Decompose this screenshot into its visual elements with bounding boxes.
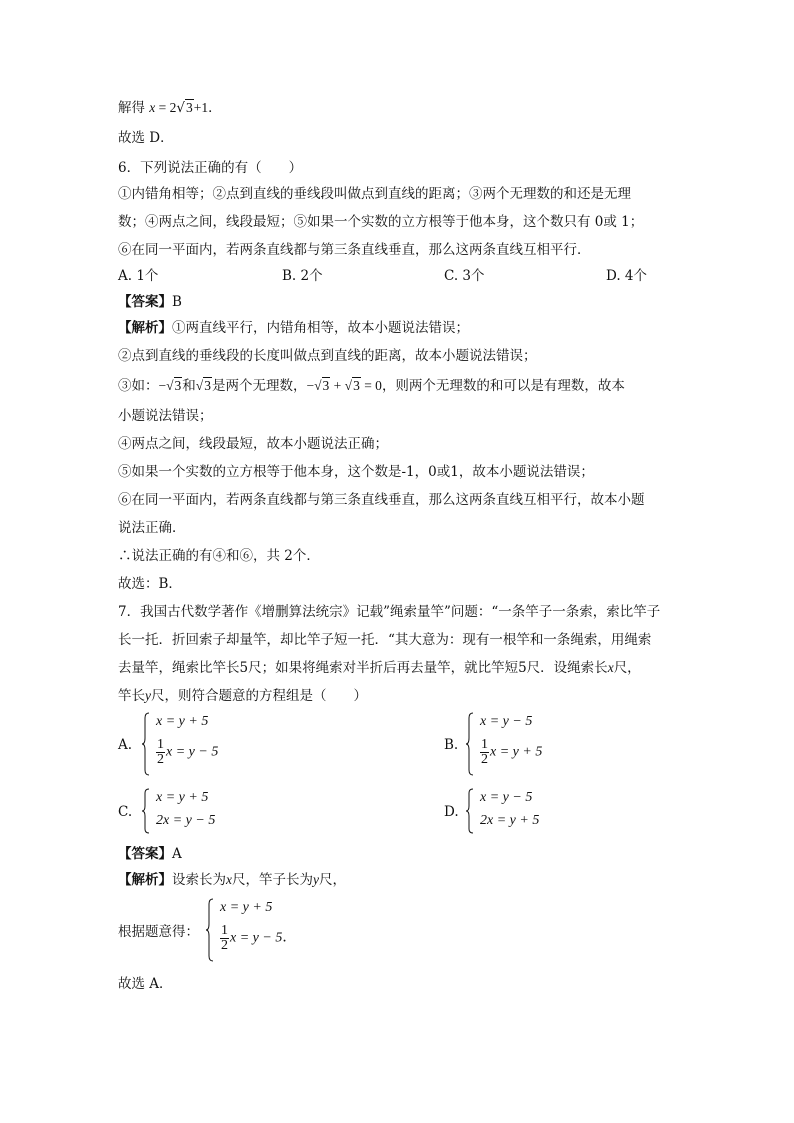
- brace-icon: [206, 898, 214, 962]
- fraction-half: $\frac{1}{2}$: [221, 923, 228, 953]
- fraction-half: $\frac{1}{2}$: [157, 737, 164, 767]
- q7-choose: 故选 A．: [118, 976, 173, 992]
- q7-line3-text: 去量竿，绳索比竿长5尺；如果将绳索对半折后再去量竿，就比竿短5尺．设绳索长: [118, 660, 608, 676]
- analysis3-c: 是两个无理数，: [211, 378, 307, 394]
- analysis-a: 设索长为: [172, 872, 226, 888]
- q6-line1: ①内错角相等；②点到直线的垂线段叫做点到直线的距离；③两个无理数的和还是无理: [118, 186, 631, 202]
- var-x: x: [149, 100, 156, 115]
- q6-answer: [118, 292, 182, 312]
- analysis-c: 尺，: [319, 872, 346, 888]
- q7-line4: [118, 686, 367, 706]
- analysis-b: 尺，竿子长为: [232, 872, 313, 888]
- eq-line2: $\frac{1}{2}$ x = y − 5．: [221, 923, 297, 953]
- eq-line1: x = y + 5: [156, 790, 209, 805]
- q6-analysis6: ⑥在同一平面内，若两条直线都与第三条直线垂直，那么这两条直线互相平行，故本小题: [118, 492, 645, 508]
- q7-line1: 7．我国古代数学著作《增删算法统宗》记载”绳索量竿”问题：“一条竿子一条索，索比竿子: [118, 604, 661, 620]
- analysis3-b: 和: [182, 378, 196, 394]
- q6-analysis4: ④两点之间，线段最短，故本小题说法正确；: [118, 436, 388, 452]
- q7-option-c-system: [142, 788, 252, 834]
- q6-analysis6-cont: 说法正确．: [118, 520, 186, 536]
- q6-conclusion: ∴说法正确的有④和⑥，共 2个．: [118, 548, 320, 564]
- answer-label: 【答案】: [118, 846, 172, 862]
- q6-option-c: C. 3个: [444, 268, 485, 284]
- analysis-text: ①两直线平行，内错角相等，故本小题说法错误；: [172, 320, 469, 336]
- q6-option-d: D. 4个: [606, 268, 648, 284]
- analysis3-a: ③如：: [118, 378, 159, 394]
- analysis-label: 【解析】: [118, 872, 172, 888]
- neg-sqrt-3: −√3: [158, 378, 182, 393]
- brace-icon: [466, 788, 474, 834]
- brace-icon: [466, 712, 474, 776]
- q7-line3: [118, 658, 641, 678]
- eq-line1: x = y + 5: [156, 714, 209, 729]
- q7-by-meaning: 根据题意得：: [118, 924, 199, 940]
- q7-option-b-system: [466, 712, 576, 776]
- q7-option-c-label: C.: [118, 804, 133, 820]
- q7-line3-end: 尺，: [613, 660, 641, 676]
- answer-value: A: [172, 846, 182, 862]
- solve-eq: = 2: [155, 100, 177, 115]
- q7-option-d-label: D.: [444, 804, 459, 820]
- q7-line2: 长一托．折回索子却量竿，却比竿子短一托．“其大意为：现有一根竿和一条绳索，用绳索: [118, 632, 652, 648]
- q6-analysis5: ⑤如果一个实数的立方根等于他本身，这个数是-1，0或1，故本小题说法错误；: [118, 464, 594, 480]
- sqrt-3-b: √3: [195, 378, 211, 393]
- eq-line2: $\frac{1}{2}$ x = y + 5: [481, 737, 543, 767]
- q7-answer: [118, 844, 182, 864]
- q7-option-b-label: B.: [444, 737, 459, 753]
- q7-option-a-label: A.: [118, 737, 133, 753]
- answer-label: 【答案】: [118, 294, 172, 310]
- var-y: y: [313, 872, 319, 887]
- analysis-label: 【解析】: [118, 320, 172, 336]
- q7-line4-a: 竿长: [118, 688, 145, 704]
- q6-analysis3-cont: 小题说法错误；: [118, 408, 213, 424]
- q6-option-b: B. 2个: [282, 268, 323, 284]
- eq-line2: $\frac{1}{2}$ x = y − 5: [157, 737, 219, 767]
- solve-line: [118, 98, 222, 118]
- q7-option-a-system: [142, 712, 252, 776]
- eq-line2: 2x = y − 5: [156, 813, 216, 828]
- solve-prefix: 解得: [118, 100, 145, 116]
- q7-option-d-system: [466, 788, 576, 834]
- q6-stem: 6．下列说法正确的有（ ）: [118, 160, 303, 176]
- q7-answer-system: [206, 898, 316, 962]
- q6-analysis1: [118, 318, 469, 338]
- q6-option-a: A. 1个: [118, 268, 159, 284]
- sum-expression: −√3 + √3 = 0: [306, 378, 382, 393]
- q6-analysis2: ②点到直线的垂线段的长度叫做点到直线的距离，故本小题说法错误；: [118, 348, 537, 364]
- analysis3-d: ，则两个无理数的和可以是有理数，故本: [381, 378, 625, 394]
- q6-choose: 故选：B．: [118, 576, 182, 592]
- choose-d-line: 故选 D．: [118, 130, 174, 146]
- var-y: y: [145, 688, 151, 703]
- q7-analysis: [118, 870, 346, 890]
- q6-line3: ⑥在同一平面内，若两条直线都与第三条直线垂直，那么这两条直线互相平行．: [118, 242, 591, 258]
- sqrt-3: √3: [176, 100, 193, 116]
- q7-line4-b: 尺，则符合题意的方程组是（ ）: [151, 688, 367, 704]
- var-x: x: [607, 660, 614, 675]
- var-x: x: [226, 872, 232, 887]
- q6-line2: 数；④两点之间，线段最短；⑤如果一个实数的立方根等于他本身，这个数只有 0或 1；: [118, 214, 644, 230]
- eq-line1: x = y − 5: [480, 790, 533, 805]
- brace-icon: [142, 712, 150, 776]
- fraction-half: $\frac{1}{2}$: [481, 737, 488, 767]
- eq-line2: 2x = y + 5: [480, 813, 540, 828]
- brace-icon: [142, 788, 150, 834]
- q6-analysis3: [118, 376, 625, 396]
- eq-line1: x = y − 5: [480, 714, 533, 729]
- answer-value: B: [172, 294, 182, 310]
- eq-line1: x = y + 5: [220, 900, 273, 915]
- solve-tail: +1．: [193, 100, 222, 115]
